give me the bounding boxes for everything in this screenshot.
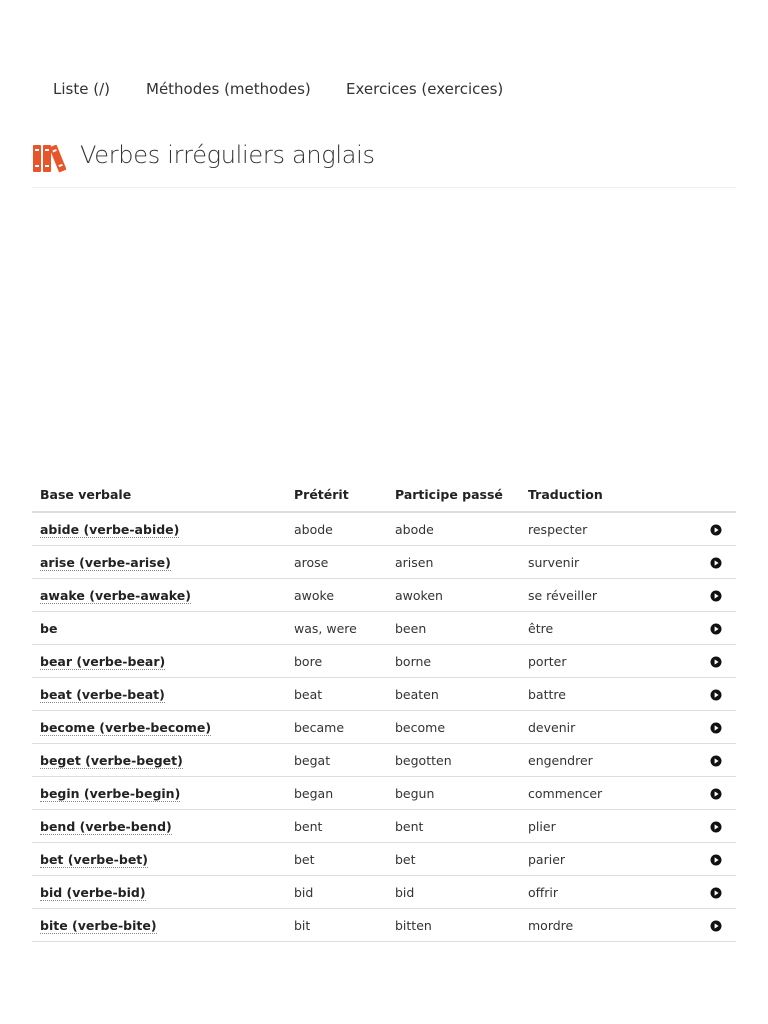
play-circle-icon[interactable] (710, 821, 722, 833)
cell-preterit: bid (286, 876, 387, 909)
table-row (32, 645, 736, 678)
play-circle-icon[interactable] (710, 524, 722, 536)
cell-base-verbale (32, 810, 286, 843)
nav-link-methodes[interactable]: Méthodes (methodes) (146, 80, 311, 98)
play-circle-icon[interactable] (710, 557, 722, 569)
cell-participe-passe: bid (387, 876, 520, 909)
table-row (32, 579, 736, 612)
table-row (32, 843, 736, 876)
cell-action (688, 546, 736, 579)
play-circle-icon[interactable] (710, 590, 722, 602)
cell-base-verbale (32, 678, 286, 711)
cell-participe-passe: begun (387, 777, 520, 810)
table-row (32, 711, 736, 744)
play-circle-icon[interactable] (710, 788, 722, 800)
verb-link[interactable]: bend (verbe-bend) (40, 818, 172, 834)
table-row (32, 678, 736, 711)
cell-preterit: began (286, 777, 387, 810)
cell-action (688, 744, 736, 777)
cell-traduction: se réveiller (520, 579, 688, 612)
verb-link[interactable]: abide (verbe-abide) (40, 521, 180, 537)
cell-traduction: porter (520, 645, 688, 678)
table-row (32, 612, 736, 645)
cell-traduction: être (520, 612, 688, 645)
cell-base-verbale (32, 777, 286, 810)
play-circle-icon[interactable] (710, 854, 722, 866)
verb-link[interactable]: become (verbe-become) (40, 719, 212, 735)
play-circle-icon[interactable] (710, 722, 722, 734)
table-row (32, 909, 736, 942)
cell-preterit: bore (286, 645, 387, 678)
cell-base-verbale (32, 711, 286, 744)
table-row (32, 810, 736, 843)
cell-base-verbale (32, 546, 286, 579)
cell-participe-passe: awoken (387, 579, 520, 612)
play-circle-icon[interactable] (710, 887, 722, 899)
cell-preterit: bit (286, 909, 387, 942)
verb-link[interactable]: arise (verbe-arise) (40, 554, 171, 570)
cell-action (688, 909, 736, 942)
verb-link[interactable]: bite (verbe-bite) (40, 917, 157, 933)
cell-preterit: abode (286, 512, 387, 546)
table-header-row (32, 477, 736, 512)
cell-action (688, 678, 736, 711)
cell-action (688, 579, 736, 612)
cell-participe-passe: arisen (387, 546, 520, 579)
cell-participe-passe: become (387, 711, 520, 744)
cell-action (688, 711, 736, 744)
table-row (32, 876, 736, 909)
cell-traduction: parier (520, 843, 688, 876)
play-circle-icon[interactable] (710, 689, 722, 701)
verb-link[interactable]: beget (verbe-beget) (40, 752, 183, 768)
header-participe-passe: Participe passé (387, 477, 520, 512)
cell-participe-passe: been (387, 612, 520, 645)
cell-action (688, 876, 736, 909)
cell-base-verbale (32, 909, 286, 942)
cell-traduction: mordre (520, 909, 688, 942)
cell-action (688, 512, 736, 546)
table-row (32, 512, 736, 546)
verbs-table (32, 477, 736, 942)
cell-traduction: engendrer (520, 744, 688, 777)
cell-preterit: was, were (286, 612, 387, 645)
table-row (32, 777, 736, 810)
cell-action (688, 810, 736, 843)
cell-participe-passe: abode (387, 512, 520, 546)
cell-base-verbale (32, 579, 286, 612)
cell-preterit: became (286, 711, 387, 744)
cell-traduction: survenir (520, 546, 688, 579)
cell-participe-passe: bet (387, 843, 520, 876)
verb-link[interactable]: bid (verbe-bid) (40, 884, 146, 900)
cell-preterit: bent (286, 810, 387, 843)
cell-participe-passe: beaten (387, 678, 520, 711)
nav-link-exercices[interactable]: Exercices (exercices) (346, 80, 504, 98)
table-row (32, 744, 736, 777)
cell-traduction: offrir (520, 876, 688, 909)
cell-participe-passe: begotten (387, 744, 520, 777)
page-header (32, 140, 736, 188)
cell-traduction: battre (520, 678, 688, 711)
cell-preterit: begat (286, 744, 387, 777)
play-circle-icon[interactable] (710, 623, 722, 635)
cell-participe-passe: bitten (387, 909, 520, 942)
cell-base-verbale (32, 612, 286, 645)
play-circle-icon[interactable] (710, 920, 722, 932)
cell-action (688, 777, 736, 810)
table-row (32, 546, 736, 579)
verb-link[interactable]: bear (verbe-bear) (40, 653, 166, 669)
cell-traduction: devenir (520, 711, 688, 744)
nav-link-liste[interactable]: Liste (/) (53, 80, 110, 98)
cell-traduction: commencer (520, 777, 688, 810)
cell-participe-passe: bent (387, 810, 520, 843)
cell-preterit: arose (286, 546, 387, 579)
cell-traduction: plier (520, 810, 688, 843)
cell-base-verbale (32, 876, 286, 909)
verb-link[interactable]: awake (verbe-awake) (40, 587, 191, 603)
play-circle-icon[interactable] (710, 656, 722, 668)
cell-base-verbale (32, 512, 286, 546)
verbs-table-body (32, 512, 736, 942)
verb-link[interactable]: beat (verbe-beat) (40, 686, 165, 702)
cell-preterit: bet (286, 843, 387, 876)
verbs-table-container (32, 477, 736, 942)
page-title: Verbes irréguliers anglais (80, 141, 375, 169)
play-circle-icon[interactable] (710, 755, 722, 767)
cell-preterit: beat (286, 678, 387, 711)
books-icon (32, 142, 66, 174)
cell-action (688, 645, 736, 678)
header-action (688, 477, 736, 512)
cell-base-verbale (32, 645, 286, 678)
cell-participe-passe: borne (387, 645, 520, 678)
header-preterit: Prétérit (286, 477, 387, 512)
cell-preterit: awoke (286, 579, 387, 612)
cell-action (688, 843, 736, 876)
verb-link[interactable]: bet (verbe-bet) (40, 851, 148, 867)
header-base-verbale: Base verbale (32, 477, 286, 512)
cell-action (688, 612, 736, 645)
top-nav (53, 80, 503, 98)
verb-link[interactable]: begin (verbe-begin) (40, 785, 181, 801)
cell-base-verbale (32, 744, 286, 777)
header-traduction: Traduction (520, 477, 688, 512)
verb-text: be (40, 620, 58, 636)
cell-traduction: respecter (520, 512, 688, 546)
cell-base-verbale (32, 843, 286, 876)
